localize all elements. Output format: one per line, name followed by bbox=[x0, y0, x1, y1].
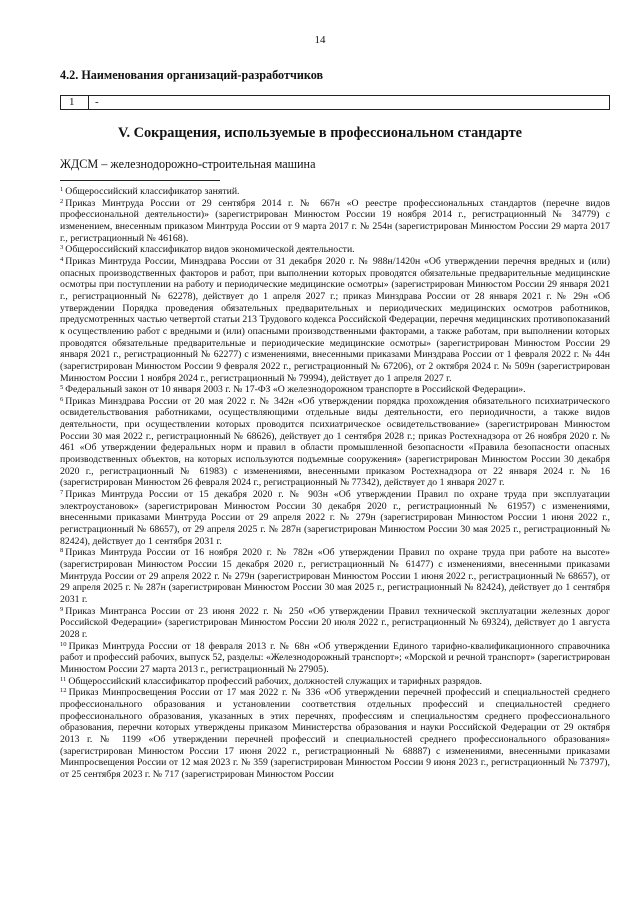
footnote bbox=[60, 384, 610, 396]
footnote-text: Общероссийский классификатор видов экономической деятельности. bbox=[65, 244, 355, 256]
footnote-mark: 3 bbox=[60, 244, 64, 252]
footnote-text: Общероссийский классификатор занятий. bbox=[65, 186, 240, 197]
footnote bbox=[60, 547, 610, 605]
footnote-mark: 10 bbox=[60, 640, 67, 648]
footnote-mark: 4 bbox=[60, 255, 64, 263]
footnote bbox=[60, 641, 610, 676]
developer-number: 1 bbox=[61, 96, 89, 109]
footnote bbox=[60, 676, 610, 688]
footnote-mark: 11 bbox=[60, 675, 67, 683]
footnote-mark: 12 bbox=[60, 687, 67, 695]
footnote-text: Приказ Минпросвещения России от 17 мая 2022 г. № 336 «Об утверждении перечней профессий и специальностей среднего профессионального образования и установлении соответствия отдельных профессий и специальностей среднего профессионального образования, указанных в этих перечнях, профессиям и специальностям среднего профессионального образования, перечни которых утверждены приказом Министерства образования и науки Российской Федерации от 29 октября 2013 г. № 1199 «Об утверждении перечней профессий и специальностей среднего профессионального образования» (зарегистрирован Минюстом России 17 июня 2022 г., регистрационный № 68887) с изменениями, внесенными приказами Минпросвещения России от 12 мая 2023 г. № 359 (зарегистрирован Минюстом России 9 июня 2023 г., регистрационный № 73797), от 25 сентября 2023 г. № 717 (зарегистрирован Минюстом России bbox=[60, 687, 610, 780]
footnote-text: Федеральный закон от 10 января 2003 г. № 17-ФЗ «О железнодорожном транспорте в Российской Федерации». bbox=[65, 384, 526, 396]
footnote-text: Общероссийский классификатор профессий рабочих, должностей служащих и тарифных разрядов. bbox=[68, 675, 482, 687]
footnote-mark: 7 bbox=[60, 489, 64, 497]
footnote-text: Приказ Минтруда России от 29 сентября 2014 г. № 667н «О реестре профессиональных стандартов (перечне видов профессиональной деятельности)» (зарегистрирован Минюстом России 19 ноября 2014 г., регистрационный № 34779) с изменением, внесенным приказом Минтруда России от 9 марта 2017 г. № 254н (зарегистрирован Минюстом России 29 марта 2017 г., регистрационный № 46168). bbox=[60, 197, 610, 244]
footnote-mark: 6 bbox=[60, 395, 64, 403]
developers-table bbox=[60, 95, 610, 110]
footnote-mark: 8 bbox=[60, 547, 64, 555]
footnote bbox=[60, 687, 610, 780]
footnote-text: Приказ Минтруда России от 16 ноября 2020 г. № 782н «Об утверждении Правил по охране труда при работе на высоте» (зарегистрирован Минюстом России 15 декабря 2020 г., регистрационный № 61477) с изменениями, внесенными приказами Минтруда России от 29 апреля 2022 г. № 279н (зарегистрирован Минюстом России 1 июня 2022 г., регистрационный № 68657), от 29 апреля 2025 г. № 287н (зарегистрирован Минюстом России 30 мая 2025 г., регистрационный № 82424), действует до 1 сентября 2031 г. bbox=[60, 547, 610, 605]
footnote-mark: 1 bbox=[60, 186, 64, 193]
footnotes bbox=[60, 186, 610, 780]
footnote bbox=[60, 606, 610, 641]
footnote-text: Приказ Минтруда России, Минздрава России от 31 декабря 2020 г. № 988н/1420н «Об утверждении перечня вредных и (или) опасных производственных факторов и работ, при выполнении которых проводятся обязательные предварительные медицинские осмотры при поступлении на работу и периодические медицинские осмотры» (зарегистрирован Минюстом России 29 января 2021 г., регистрационный № 62278), действует до 1 апреля 2027 г.; приказ Минздрава России от 28 января 2021 г. № 29н «Об утверждении Порядка проведения обязательных предварительных и периодических медицинских осмотров работников, предусмотренных частью четвертой статьи 213 Трудового кодекса Российской Федерации, перечня медицинских противопоказаний к осуществлению работ с вредными и (или) опасными производственными факторами, а также работам, при выполнении которых проводятся обязательные предварительные и периодические медицинские осмотры» (зарегистрирован Минюстом России 29 января 2021 г., регистрационный № 62277) с изменениями, внесенными приказами Минздрава России от 1 февраля 2022 г. № 44н (зарегистрирован Минюстом России 9 февраля 2022 г., регистрационный № 67206), от 2 октября 2024 г. № 509н (зарегистрирован Минюстом России 1 ноября 2024 г., регистрационный № 79994), действует до 1 апреля 2027 г. bbox=[60, 255, 610, 384]
footnote-mark: 9 bbox=[60, 605, 64, 613]
footnote-text: Приказ Минтруда России от 15 декабря 2020 г. № 903н «Об утверждении Правил по охране труда при эксплуатации электроустановок» (зарегистрирован Минюстом России 30 декабря 2020 г., регистрационный № 61957) с изменениями, внесенными приказами Минтруда России от 29 апреля 2022 г. № 279н (зарегистрирован Минюстом России 1 июня 2022 г., регистрационный № 68657), от 29 апреля 2025 г. № 287н (зарегистрирован Минюстом России 30 мая 2025 г., регистрационный № 82424), действует до 1 сентября 2031 г. bbox=[60, 489, 610, 547]
footnote bbox=[60, 186, 610, 198]
section-heading: 4.2. Наименования организаций-разработчиков bbox=[60, 68, 324, 82]
developer-name: - bbox=[95, 96, 99, 108]
page-number: 14 bbox=[314, 34, 326, 46]
footnote-text: Приказ Минтруда России от 18 февраля 2013 г. № 68н «Об утверждении Единого тарифно-квалификационного справочника работ и профессий рабочих, выпуск 52, разделы: «Железнодорожный транспорт»; «Морской и речной транспорт» (зарегистрирован Минюстом России 27 марта 2013 г., регистрационный № 27905). bbox=[60, 640, 610, 675]
footnote-separator bbox=[60, 180, 220, 181]
footnote-text: Приказ Минтранса России от 23 июня 2022 г. № 250 «Об утверждении Правил технической эксплуатации железных дорог Российской Федерации» (зарегистрирован Минюстом России 20 июля 2022 г., регистрационный № 69324), действует до 1 августа 2028 г. bbox=[60, 605, 610, 640]
footnote-text: Приказ Минздрава России от 20 мая 2022 г. № 342н «Об утверждении порядка прохождения обязательного психиатрического освидетельствования работниками, осуществляющими отдельные виды деятельности, его периодичности, а также видов деятельности, при осуществлении которых проводится психиатрическое освидетельствование» (зарегистрирован Минюстом России 30 мая 2022 г., регистрационный № 68626), действует до 1 сентября 2028 г.; приказ Ростехнадзора от 26 ноября 2020 г. № 461 «Об утверждении федеральных норм и правил в области промышленной безопасности «Правила безопасности опасных производственных объектов, на которых используются подъемные сооружения» (зарегистрирован Минюстом России 30 декабря 2020 г., регистрационный № 61983) с изменениями, внесенными приказом Ростехнадзора от 22 января 2024 г. № 16 (зарегистрирован Минюстом 26 февраля 2024 г., регистрационный № 77342), действует до 1 января 2027 г. bbox=[60, 395, 610, 489]
footnote bbox=[60, 396, 610, 489]
footnote-mark: 5 bbox=[60, 384, 64, 392]
chapter-title: V. Сокращения, используемые в профессиональном стандарте bbox=[118, 125, 522, 141]
footnote bbox=[60, 256, 610, 384]
footnote-mark: 2 bbox=[60, 197, 64, 205]
footnote bbox=[60, 198, 610, 245]
footnote bbox=[60, 489, 610, 547]
abbreviation-entry: ЖДСМ – железнодорожно-строительная машина bbox=[60, 157, 316, 171]
footnote bbox=[60, 244, 610, 256]
